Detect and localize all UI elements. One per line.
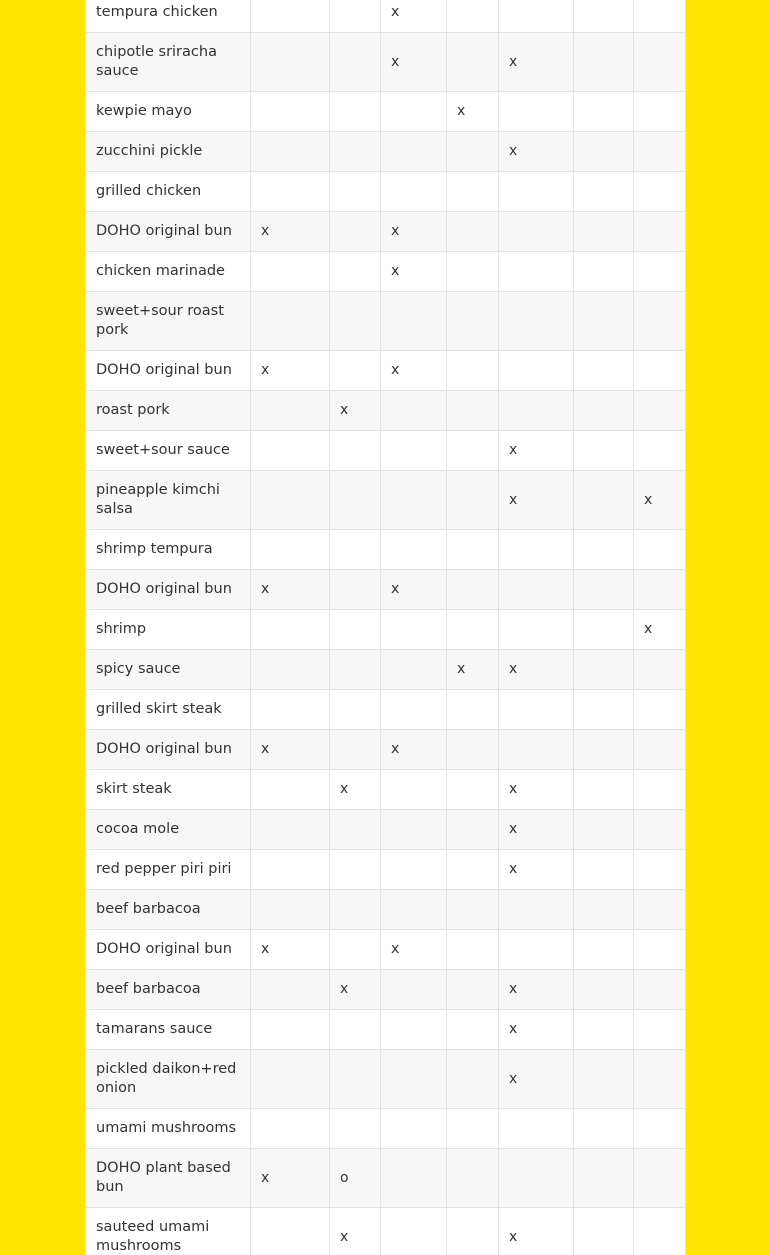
- allergen-mark-cell: [251, 610, 330, 650]
- allergen-mark-cell: [330, 890, 381, 930]
- allergen-mark-cell: [447, 970, 499, 1010]
- allergen-mark-cell: x: [381, 0, 447, 33]
- allergen-mark-cell: [251, 890, 330, 930]
- table-row: [86, 1149, 686, 1208]
- ingredient-name-cell: pickled daikon+red onion: [86, 1050, 251, 1109]
- allergen-mark-cell: [634, 1208, 686, 1255]
- table-row: [86, 610, 686, 650]
- allergen-mark-cell: [634, 33, 686, 92]
- allergen-mark-cell: x: [499, 431, 574, 471]
- ingredient-name-cell: shrimp: [86, 610, 251, 650]
- allergen-mark-cell: [330, 351, 381, 391]
- table-row: [86, 431, 686, 471]
- allergen-mark-cell: [330, 0, 381, 33]
- allergen-mark-cell: [330, 252, 381, 292]
- ingredient-name-cell: spicy sauce: [86, 650, 251, 690]
- allergen-mark-cell: [447, 1010, 499, 1050]
- allergen-mark-cell: [381, 530, 447, 570]
- allergen-mark-cell: [381, 292, 447, 351]
- allergen-mark-cell: [574, 810, 634, 850]
- ingredient-name-cell: DOHO original bun: [86, 212, 251, 252]
- allergen-mark-cell: x: [499, 33, 574, 92]
- table-row: [86, 810, 686, 850]
- allergen-mark-cell: [574, 850, 634, 890]
- allergen-mark-cell: [574, 471, 634, 530]
- allergen-mark-cell: [634, 0, 686, 33]
- allergen-mark-cell: [574, 650, 634, 690]
- ingredient-name-cell: beef barbacoa: [86, 970, 251, 1010]
- allergen-mark-cell: [574, 391, 634, 431]
- table-row: [86, 690, 686, 730]
- table-row: [86, 930, 686, 970]
- allergen-mark-cell: [251, 1010, 330, 1050]
- table-row: [86, 252, 686, 292]
- table-row: [86, 970, 686, 1010]
- allergen-mark-cell: x: [499, 970, 574, 1010]
- allergen-mark-cell: [499, 1109, 574, 1149]
- ingredient-name-cell: pineapple kimchi salsa: [86, 471, 251, 530]
- ingredient-name-cell: DOHO original bun: [86, 570, 251, 610]
- allergen-mark-cell: [381, 1050, 447, 1109]
- allergen-mark-cell: [251, 132, 330, 172]
- ingredient-name-cell: shrimp tempura: [86, 530, 251, 570]
- allergen-mark-cell: [447, 132, 499, 172]
- allergen-mark-cell: x: [251, 930, 330, 970]
- allergen-mark-cell: [330, 132, 381, 172]
- allergen-mark-cell: [330, 471, 381, 530]
- allergen-mark-cell: [251, 1050, 330, 1109]
- ingredient-name-cell: roast pork: [86, 391, 251, 431]
- allergen-mark-cell: x: [251, 730, 330, 770]
- allergen-table-container: [85, 0, 685, 1255]
- allergen-mark-cell: x: [499, 810, 574, 850]
- allergen-mark-cell: [574, 970, 634, 1010]
- ingredient-name-cell: tamarans sauce: [86, 1010, 251, 1050]
- allergen-mark-cell: [251, 1109, 330, 1149]
- table-row: [86, 650, 686, 690]
- allergen-mark-cell: [574, 730, 634, 770]
- allergen-mark-cell: [499, 930, 574, 970]
- table-row: [86, 132, 686, 172]
- allergen-mark-cell: x: [330, 1208, 381, 1255]
- allergen-mark-cell: [447, 292, 499, 351]
- ingredient-name-cell: DOHO plant based bun: [86, 1149, 251, 1208]
- allergen-mark-cell: [574, 770, 634, 810]
- allergen-mark-cell: x: [381, 252, 447, 292]
- allergen-mark-cell: x: [330, 391, 381, 431]
- allergen-mark-cell: [634, 92, 686, 132]
- table-row: [86, 1109, 686, 1149]
- allergen-mark-cell: [381, 1010, 447, 1050]
- allergen-mark-cell: [251, 0, 330, 33]
- allergen-mark-cell: [447, 730, 499, 770]
- allergen-mark-cell: [634, 810, 686, 850]
- ingredient-name-cell: grilled chicken: [86, 172, 251, 212]
- allergen-mark-cell: [447, 770, 499, 810]
- ingredient-name-cell: chipotle sriracha sauce: [86, 33, 251, 92]
- allergen-mark-cell: [447, 1149, 499, 1208]
- table-row: [86, 212, 686, 252]
- allergen-mark-cell: [634, 850, 686, 890]
- table-row: [86, 391, 686, 431]
- allergen-mark-cell: [499, 690, 574, 730]
- allergen-mark-cell: [330, 292, 381, 351]
- allergen-mark-cell: [447, 1050, 499, 1109]
- allergen-mark-cell: [330, 1109, 381, 1149]
- allergen-mark-cell: [251, 850, 330, 890]
- table-row: [86, 0, 686, 33]
- allergen-mark-cell: [499, 530, 574, 570]
- allergen-mark-cell: [330, 930, 381, 970]
- allergen-mark-cell: x: [499, 850, 574, 890]
- allergen-mark-cell: [251, 292, 330, 351]
- allergen-mark-cell: [574, 132, 634, 172]
- allergen-mark-cell: [634, 530, 686, 570]
- allergen-mark-cell: [634, 770, 686, 810]
- allergen-mark-cell: [447, 1109, 499, 1149]
- allergen-mark-cell: [574, 1010, 634, 1050]
- ingredient-name-cell: beef barbacoa: [86, 890, 251, 930]
- allergen-mark-cell: [634, 1149, 686, 1208]
- allergen-mark-cell: [447, 33, 499, 92]
- ingredient-name-cell: grilled skirt steak: [86, 690, 251, 730]
- allergen-mark-cell: [574, 33, 634, 92]
- allergen-mark-cell: [381, 1208, 447, 1255]
- ingredient-name-cell: cocoa mole: [86, 810, 251, 850]
- allergen-mark-cell: x: [499, 1010, 574, 1050]
- allergen-mark-cell: x: [447, 92, 499, 132]
- allergen-mark-cell: [499, 351, 574, 391]
- allergen-mark-cell: [574, 212, 634, 252]
- allergen-mark-cell: [574, 351, 634, 391]
- allergen-mark-cell: [634, 132, 686, 172]
- allergen-mark-cell: [634, 391, 686, 431]
- allergen-mark-cell: [251, 391, 330, 431]
- allergen-mark-cell: [634, 212, 686, 252]
- ingredient-name-cell: sauteed umami mushrooms: [86, 1208, 251, 1255]
- allergen-mark-cell: x: [330, 970, 381, 1010]
- table-row: [86, 33, 686, 92]
- table-row: [86, 890, 686, 930]
- allergen-mark-cell: x: [330, 770, 381, 810]
- allergen-mark-cell: [381, 1149, 447, 1208]
- allergen-mark-cell: [447, 471, 499, 530]
- allergen-mark-cell: [447, 391, 499, 431]
- allergen-mark-cell: [574, 0, 634, 33]
- ingredient-name-cell: umami mushrooms: [86, 1109, 251, 1149]
- allergen-mark-cell: x: [381, 730, 447, 770]
- allergen-mark-cell: [447, 930, 499, 970]
- allergen-mark-cell: [251, 172, 330, 212]
- allergen-mark-cell: [574, 1050, 634, 1109]
- allergen-mark-cell: [447, 212, 499, 252]
- allergen-mark-cell: [447, 690, 499, 730]
- allergen-mark-cell: [499, 730, 574, 770]
- allergen-mark-cell: x: [381, 351, 447, 391]
- allergen-mark-cell: [574, 890, 634, 930]
- allergen-mark-cell: [634, 1050, 686, 1109]
- allergen-mark-cell: [251, 530, 330, 570]
- allergen-mark-cell: [499, 1149, 574, 1208]
- allergen-mark-cell: [499, 610, 574, 650]
- allergen-mark-cell: x: [251, 1149, 330, 1208]
- allergen-mark-cell: [251, 1208, 330, 1255]
- table-row: [86, 351, 686, 391]
- table-row: [86, 850, 686, 890]
- allergen-mark-cell: [330, 530, 381, 570]
- allergen-mark-cell: x: [381, 570, 447, 610]
- allergen-mark-cell: [447, 530, 499, 570]
- allergen-mark-cell: [447, 431, 499, 471]
- allergen-mark-cell: [447, 810, 499, 850]
- allergen-mark-cell: [634, 730, 686, 770]
- allergen-table: [85, 0, 686, 1255]
- ingredient-name-cell: red pepper piri piri: [86, 850, 251, 890]
- allergen-mark-cell: x: [499, 132, 574, 172]
- allergen-mark-cell: [330, 1010, 381, 1050]
- allergen-mark-cell: [574, 92, 634, 132]
- allergen-mark-cell: [499, 570, 574, 610]
- allergen-mark-cell: [330, 570, 381, 610]
- ingredient-name-cell: chicken marinade: [86, 252, 251, 292]
- allergen-mark-cell: [499, 92, 574, 132]
- allergen-mark-cell: [447, 850, 499, 890]
- allergen-mark-cell: x: [634, 471, 686, 530]
- allergen-mark-cell: [634, 930, 686, 970]
- allergen-mark-cell: [330, 172, 381, 212]
- allergen-mark-cell: x: [499, 471, 574, 530]
- table-row: [86, 770, 686, 810]
- allergen-mark-cell: [381, 1109, 447, 1149]
- allergen-mark-cell: [447, 351, 499, 391]
- allergen-mark-cell: [447, 172, 499, 212]
- allergen-mark-cell: [499, 252, 574, 292]
- allergen-mark-cell: [499, 391, 574, 431]
- allergen-mark-cell: [251, 770, 330, 810]
- allergen-mark-cell: [574, 570, 634, 610]
- allergen-mark-cell: [251, 92, 330, 132]
- allergen-mark-cell: [381, 850, 447, 890]
- allergen-mark-cell: [447, 252, 499, 292]
- allergen-mark-cell: [634, 172, 686, 212]
- allergen-mark-cell: [574, 1149, 634, 1208]
- allergen-mark-cell: [330, 810, 381, 850]
- allergen-mark-cell: [634, 570, 686, 610]
- allergen-mark-cell: [330, 33, 381, 92]
- table-row: [86, 1010, 686, 1050]
- allergen-mark-cell: [251, 252, 330, 292]
- allergen-mark-cell: x: [381, 212, 447, 252]
- allergen-mark-cell: [447, 570, 499, 610]
- allergen-mark-cell: [251, 471, 330, 530]
- allergen-mark-cell: [499, 212, 574, 252]
- allergen-mark-cell: [574, 530, 634, 570]
- table-row: [86, 1208, 686, 1255]
- allergen-mark-cell: x: [634, 610, 686, 650]
- allergen-mark-cell: [634, 890, 686, 930]
- allergen-mark-cell: [634, 690, 686, 730]
- allergen-mark-cell: [330, 850, 381, 890]
- allergen-mark-cell: [499, 172, 574, 212]
- allergen-mark-cell: [251, 33, 330, 92]
- allergen-mark-cell: [251, 650, 330, 690]
- allergen-mark-cell: x: [447, 650, 499, 690]
- allergen-mark-cell: [574, 610, 634, 650]
- allergen-mark-cell: [381, 690, 447, 730]
- allergen-mark-cell: [381, 610, 447, 650]
- allergen-table-body: [86, 0, 686, 1255]
- allergen-mark-cell: [499, 0, 574, 33]
- allergen-mark-cell: [381, 810, 447, 850]
- allergen-mark-cell: x: [251, 570, 330, 610]
- allergen-mark-cell: [634, 1109, 686, 1149]
- allergen-mark-cell: x: [251, 212, 330, 252]
- allergen-mark-cell: [251, 431, 330, 471]
- allergen-mark-cell: [447, 1208, 499, 1255]
- allergen-mark-cell: [330, 1050, 381, 1109]
- table-row: [86, 471, 686, 530]
- allergen-mark-cell: [574, 930, 634, 970]
- table-row: [86, 292, 686, 351]
- allergen-mark-cell: x: [381, 930, 447, 970]
- allergen-mark-cell: [381, 650, 447, 690]
- ingredient-name-cell: zucchini pickle: [86, 132, 251, 172]
- allergen-mark-cell: [381, 890, 447, 930]
- allergen-mark-cell: [574, 431, 634, 471]
- allergen-mark-cell: [574, 292, 634, 351]
- allergen-mark-cell: x: [499, 770, 574, 810]
- allergen-mark-cell: [634, 970, 686, 1010]
- ingredient-name-cell: tempura chicken: [86, 0, 251, 33]
- ingredient-name-cell: sweet+sour sauce: [86, 431, 251, 471]
- allergen-mark-cell: [330, 690, 381, 730]
- allergen-mark-cell: [634, 1010, 686, 1050]
- ingredient-name-cell: sweet+sour roast pork: [86, 292, 251, 351]
- allergen-mark-cell: x: [499, 650, 574, 690]
- allergen-mark-cell: [330, 730, 381, 770]
- allergen-mark-cell: x: [499, 1208, 574, 1255]
- table-row: [86, 92, 686, 132]
- table-row: [86, 172, 686, 212]
- table-row: [86, 730, 686, 770]
- ingredient-name-cell: DOHO original bun: [86, 930, 251, 970]
- allergen-mark-cell: [330, 92, 381, 132]
- allergen-mark-cell: [381, 172, 447, 212]
- allergen-mark-cell: [634, 431, 686, 471]
- allergen-mark-cell: [499, 292, 574, 351]
- allergen-mark-cell: [574, 1208, 634, 1255]
- table-row: [86, 570, 686, 610]
- ingredient-name-cell: DOHO original bun: [86, 730, 251, 770]
- allergen-mark-cell: [574, 252, 634, 292]
- allergen-mark-cell: x: [251, 351, 330, 391]
- allergen-mark-cell: [447, 610, 499, 650]
- allergen-mark-cell: [381, 92, 447, 132]
- allergen-mark-cell: o: [330, 1149, 381, 1208]
- allergen-mark-cell: [381, 132, 447, 172]
- allergen-mark-cell: [381, 431, 447, 471]
- allergen-mark-cell: [381, 970, 447, 1010]
- allergen-mark-cell: [251, 690, 330, 730]
- allergen-mark-cell: x: [499, 1050, 574, 1109]
- allergen-mark-cell: [574, 1109, 634, 1149]
- ingredient-name-cell: skirt steak: [86, 770, 251, 810]
- allergen-mark-cell: [499, 890, 574, 930]
- table-row: [86, 1050, 686, 1109]
- allergen-mark-cell: [330, 212, 381, 252]
- allergen-mark-cell: [447, 890, 499, 930]
- allergen-mark-cell: [330, 610, 381, 650]
- allergen-mark-cell: [634, 351, 686, 391]
- allergen-mark-cell: [381, 770, 447, 810]
- allergen-mark-cell: [330, 431, 381, 471]
- allergen-mark-cell: [634, 292, 686, 351]
- allergen-mark-cell: [251, 970, 330, 1010]
- allergen-mark-cell: [634, 252, 686, 292]
- allergen-mark-cell: [574, 690, 634, 730]
- allergen-mark-cell: [574, 172, 634, 212]
- allergen-mark-cell: [634, 650, 686, 690]
- allergen-mark-cell: [381, 471, 447, 530]
- allergen-mark-cell: [330, 650, 381, 690]
- allergen-mark-cell: [381, 391, 447, 431]
- ingredient-name-cell: DOHO original bun: [86, 351, 251, 391]
- allergen-mark-cell: [447, 0, 499, 33]
- ingredient-name-cell: kewpie mayo: [86, 92, 251, 132]
- allergen-mark-cell: x: [381, 33, 447, 92]
- allergen-mark-cell: [251, 810, 330, 850]
- table-row: [86, 530, 686, 570]
